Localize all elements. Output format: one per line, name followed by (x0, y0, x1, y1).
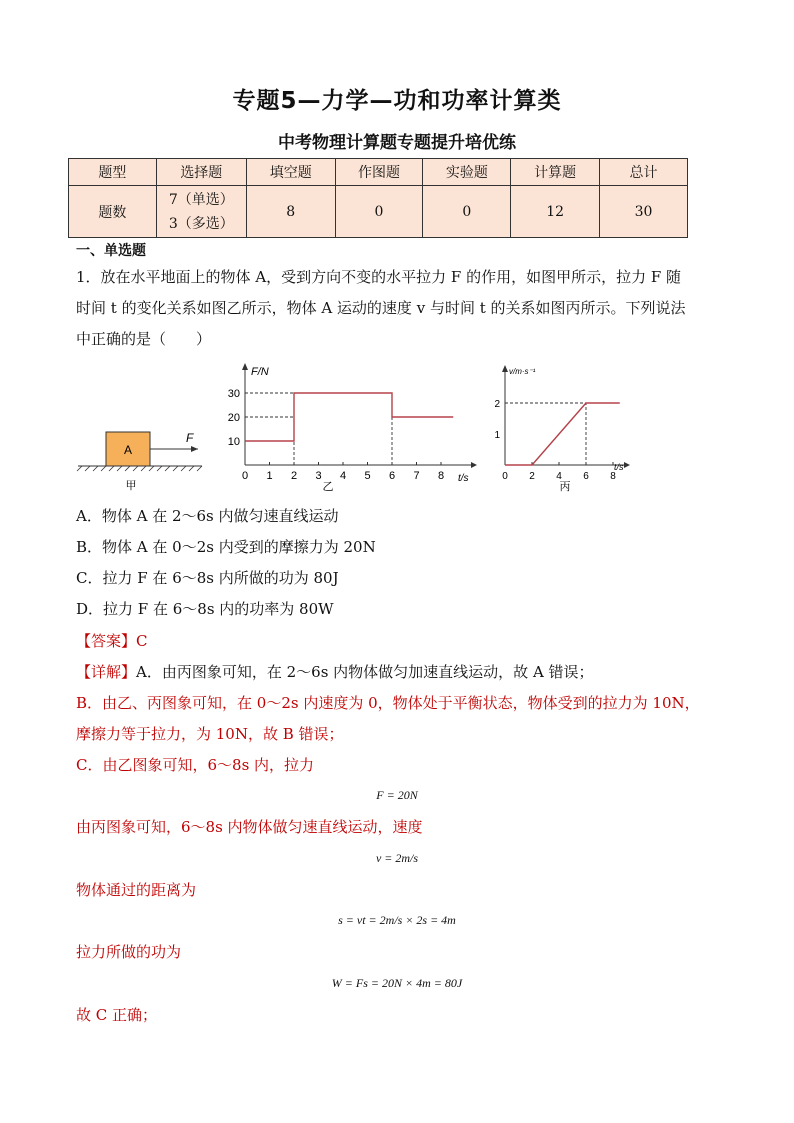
x-tick-label: 7 (413, 470, 420, 482)
tick-labels (494, 399, 616, 482)
analysis-line-a (76, 661, 594, 682)
chart-yi (220, 360, 490, 495)
question-line: 时间 t 的变化关系如图乙所示，物体 A 运动的速度 v 与时间 t 的关系如图丙所示。下列说法 (76, 299, 686, 317)
formula-s: s = vt = 2m/s × 2s = 4m (338, 913, 456, 927)
question-count-table (68, 158, 688, 238)
ground-hatch (77, 466, 202, 471)
page-subtitle: 中考物理计算题专题提升培优练 (278, 133, 516, 153)
option-a: A．物体 A 在 2～6s 内做匀速直线运动 (76, 507, 339, 525)
force-label: F (186, 431, 194, 445)
x-tick-label: 8 (610, 471, 616, 482)
formula-w: W = Fs = 20N × 4m = 80J (331, 976, 463, 990)
analysis-c5: 故 C 正确； (76, 1006, 158, 1024)
y-axis-arrow (242, 363, 248, 370)
analysis-c3: 物体通过的距离为 (76, 881, 197, 899)
figure-label-yi: 乙 (322, 481, 334, 493)
series-line-v (505, 403, 620, 465)
analysis-c1: C．由乙图象可知，6～8s 内，拉力 (76, 756, 315, 774)
table-header: 实验题 (423, 159, 511, 186)
x-tick-label: 2 (290, 470, 298, 482)
block-label: A (123, 443, 133, 457)
table-row (69, 186, 688, 238)
x-tick-label: 3 (315, 470, 322, 482)
answer-label: 【答案】 (76, 632, 137, 650)
section-heading: 一、单选题 (76, 243, 146, 259)
y-tick-label: 30 (227, 388, 240, 400)
y-tick-label: 20 (227, 412, 240, 424)
answer-value: C (136, 632, 148, 650)
y-tick-label: 2 (494, 399, 500, 410)
question-line: 1．放在水平地面上的物体 A，受到方向不变的水平拉力 F 的作用，如图甲所示，拉力 F 随 (76, 268, 682, 286)
figure-label-jia: 甲 (125, 480, 137, 492)
question-line: 中正确的是（ ） (76, 330, 212, 348)
x-tick-label: 6 (583, 471, 589, 482)
tick-labels (228, 388, 444, 482)
x-tick-label: 4 (556, 471, 562, 482)
x-tick-label: 0 (502, 471, 508, 482)
table-header: 总计 (600, 159, 688, 186)
table-header: 选择题 (156, 159, 246, 186)
table-row-label: 题数 (69, 186, 157, 238)
x-tick-label: 6 (388, 470, 396, 482)
formula-f: F = 20N (376, 788, 418, 802)
table-header: 计算题 (511, 159, 600, 186)
x-axis-label: t/s (458, 473, 469, 484)
option-d: D．拉力 F 在 6～8s 内的功率为 80W (76, 600, 334, 618)
guide-lines (505, 403, 586, 465)
x-tick-label: 8 (437, 470, 445, 482)
x-tick-label: 0 (241, 470, 249, 482)
table-cell: 30 (600, 186, 688, 238)
analysis-c4: 拉力所做的功为 (76, 943, 182, 961)
chart-bing (495, 362, 640, 495)
x-axis-arrow (471, 462, 477, 468)
analysis-a: A．由丙图象可知，在 2～6s 内物体做匀加速直线运动，故 A 错误； (136, 663, 594, 681)
analysis-b2: 摩擦力等于拉力，为 10N，故 B 错误； (76, 725, 344, 743)
choice-multi-count: 3（多选） (168, 215, 234, 232)
table-cell: 0 (335, 186, 423, 238)
y-axis-arrow (502, 365, 508, 372)
analysis-label: 【详解】 (76, 663, 137, 681)
x-tick-label: 2 (529, 471, 535, 482)
question-stem (76, 262, 716, 355)
analysis-b1: B．由乙、丙图象可知，在 0～2s 内速度为 0，物体处于平衡状态，物体受到的拉力为 10N， (76, 694, 700, 712)
table-cell-choice (156, 186, 246, 238)
y-tick-label: 10 (227, 436, 240, 448)
y-axis-label: v/m·s⁻¹ (509, 367, 536, 376)
figure-jia (70, 420, 210, 495)
table-header: 填空题 (246, 159, 335, 186)
y-tick-label: 1 (494, 430, 500, 441)
option-c: C．拉力 F 在 6～8s 内所做的功为 80J (76, 569, 339, 587)
analysis-c2: 由丙图象可知，6～8s 内物体做匀速直线运动，速度 (76, 818, 423, 836)
table-header-row (69, 159, 688, 186)
x-tick-label: 1 (266, 470, 273, 482)
x-axis-arrow (624, 462, 630, 468)
table-cell: 12 (511, 186, 600, 238)
x-tick-label: 5 (364, 470, 371, 482)
x-axis-label: t/s (614, 462, 624, 472)
page-title: 专题5—力学—功和功率计算类 (232, 88, 562, 114)
figure-label-bing: 丙 (559, 481, 571, 493)
choice-single-count: 7（单选） (168, 191, 234, 208)
formula-v: v = 2m/s (375, 851, 419, 865)
table-cell: 0 (423, 186, 511, 238)
option-b: B．物体 A 在 0～2s 内受到的摩擦力为 20N (76, 538, 376, 556)
x-tick-label: 4 (339, 470, 347, 482)
table-cell: 8 (246, 186, 335, 238)
force-arrowhead (191, 446, 198, 452)
guide-lines (245, 393, 392, 465)
table-header: 题型 (69, 159, 157, 186)
answer-line (76, 630, 148, 651)
y-axis-label: F/N (251, 366, 269, 378)
table-header: 作图题 (335, 159, 423, 186)
